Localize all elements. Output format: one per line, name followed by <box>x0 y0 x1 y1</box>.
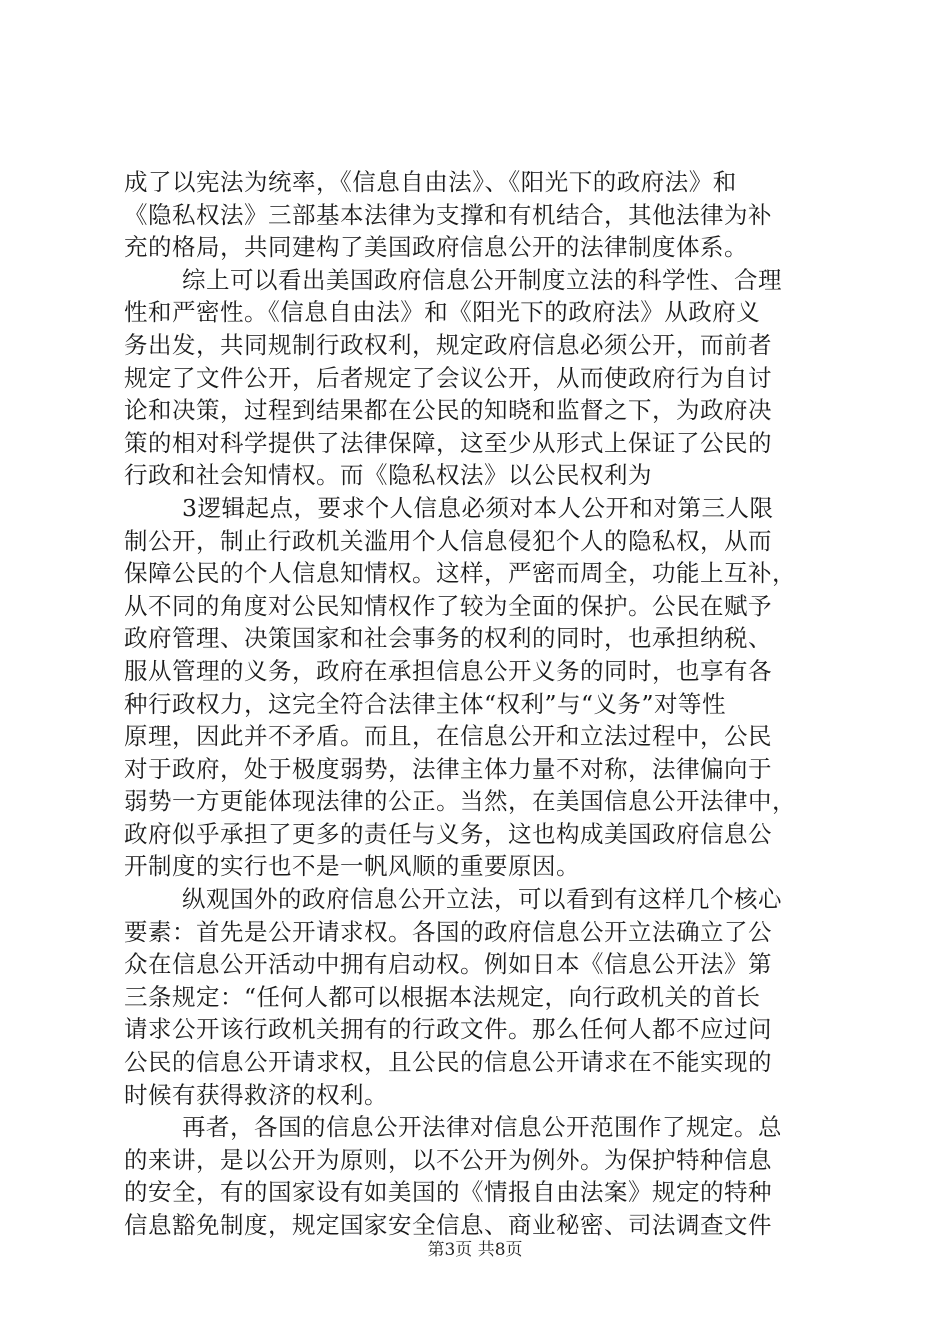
text-line: 对于政府，处于极度弱势，法律主体力量不对称，法律偏向于 <box>124 754 772 783</box>
text-line: 的来讲，是以公开为原则，以不公开为例外。为保护特种信息 <box>124 1145 772 1174</box>
text-line: 时候有获得救济的权利。 <box>124 1080 388 1109</box>
text-line: 服从管理的义务，政府在承担信息公开义务的同时，也享有各 <box>124 656 772 685</box>
document-body <box>124 166 836 1242</box>
text-line: 种行政权力，这完全符合法律主体“权利”与“义务”对等性 <box>124 689 727 718</box>
text-line: 众在信息公开活动中拥有启动权。例如日本《信息公开法》第 <box>124 950 772 979</box>
text-line: 三条规定：“任何人都可以根据本法规定，向行政机关的首长 <box>124 982 761 1011</box>
text-line: 再者，各国的信息公开法律对信息公开范围作了规定。总 <box>182 1113 782 1142</box>
text-line: 性和严密性。《信息自由法》和《阳光下的政府法》从政府义 <box>124 298 761 327</box>
text-line: 开制度的实行也不是一帆风顺的重要原因。 <box>124 852 580 881</box>
text-line: 策的相对科学提供了法律保障，这至少从形式上保证了公民的 <box>124 428 772 457</box>
text-line: 弱势一方更能体现法律的公正。当然，在美国信息公开法律中， <box>124 787 796 816</box>
text-line: 行政和社会知情权。而《隐私权法》以公民权利为 <box>124 461 652 490</box>
page-number-footer: 第3页 共8页 <box>427 1240 523 1260</box>
text-line: 制公开，制止行政机关滥用个人信息侵犯个人的隐私权，从而 <box>124 526 772 555</box>
text-line: 《隐私权法》三部基本法律为支撑和有机结合，其他法律为补 <box>124 200 772 229</box>
text-line: 论和决策，过程到结果都在公民的知晓和监督之下，为政府决 <box>124 396 772 425</box>
text-line: 公民的信息公开请求权，且公民的信息公开请求在不能实现的 <box>124 1048 772 1077</box>
text-line: 3逻辑起点，要求个人信息必须对本人公开和对第三人限 <box>182 493 774 522</box>
text-line: 政府管理、决策国家和社会事务的权利的同时，也承担纳税、 <box>124 624 772 653</box>
text-line: 充的格局，共同建构了美国政府信息公开的法律制度体系。 <box>124 233 748 262</box>
text-line: 务出发，共同规制行政权利，规定政府信息必须公开，而前者 <box>124 330 772 359</box>
text-line: 从不同的角度对公民知情权作了较为全面的保护。公民在赋予 <box>124 591 772 620</box>
text-line: 请求公开该行政机关拥有的行政文件。那么任何人都不应过问 <box>124 1015 772 1044</box>
text-line: 原理，因此并不矛盾。而且，在信息公开和立法过程中，公民 <box>124 722 772 751</box>
text-line: 纵观国外的政府信息公开立法，可以看到有这样几个核心 <box>182 885 782 914</box>
text-line: 保障公民的个人信息知情权。这样，严密而周全，功能上互补， <box>124 559 796 588</box>
text-line: 信息豁免制度，规定国家安全信息、商业秘密、司法调查文件 <box>124 1211 772 1239</box>
text-line: 的安全，有的国家设有如美国的《情报自由法案》规定的特种 <box>124 1178 772 1207</box>
text-line: 成了以宪法为统率，《信息自由法》、《阳光下的政府法》和 <box>124 168 737 196</box>
text-line: 政府似乎承担了更多的责任与义务，这也构成美国政府信息公 <box>124 819 772 848</box>
text-line: 综上可以看出美国政府信息公开制度立法的科学性、合理 <box>182 265 782 294</box>
text-line: 规定了文件公开，后者规定了会议公开，从而使政府行为自讨 <box>124 363 772 392</box>
text-line: 要素：首先是公开请求权。各国的政府信息公开立法确立了公 <box>124 917 772 946</box>
